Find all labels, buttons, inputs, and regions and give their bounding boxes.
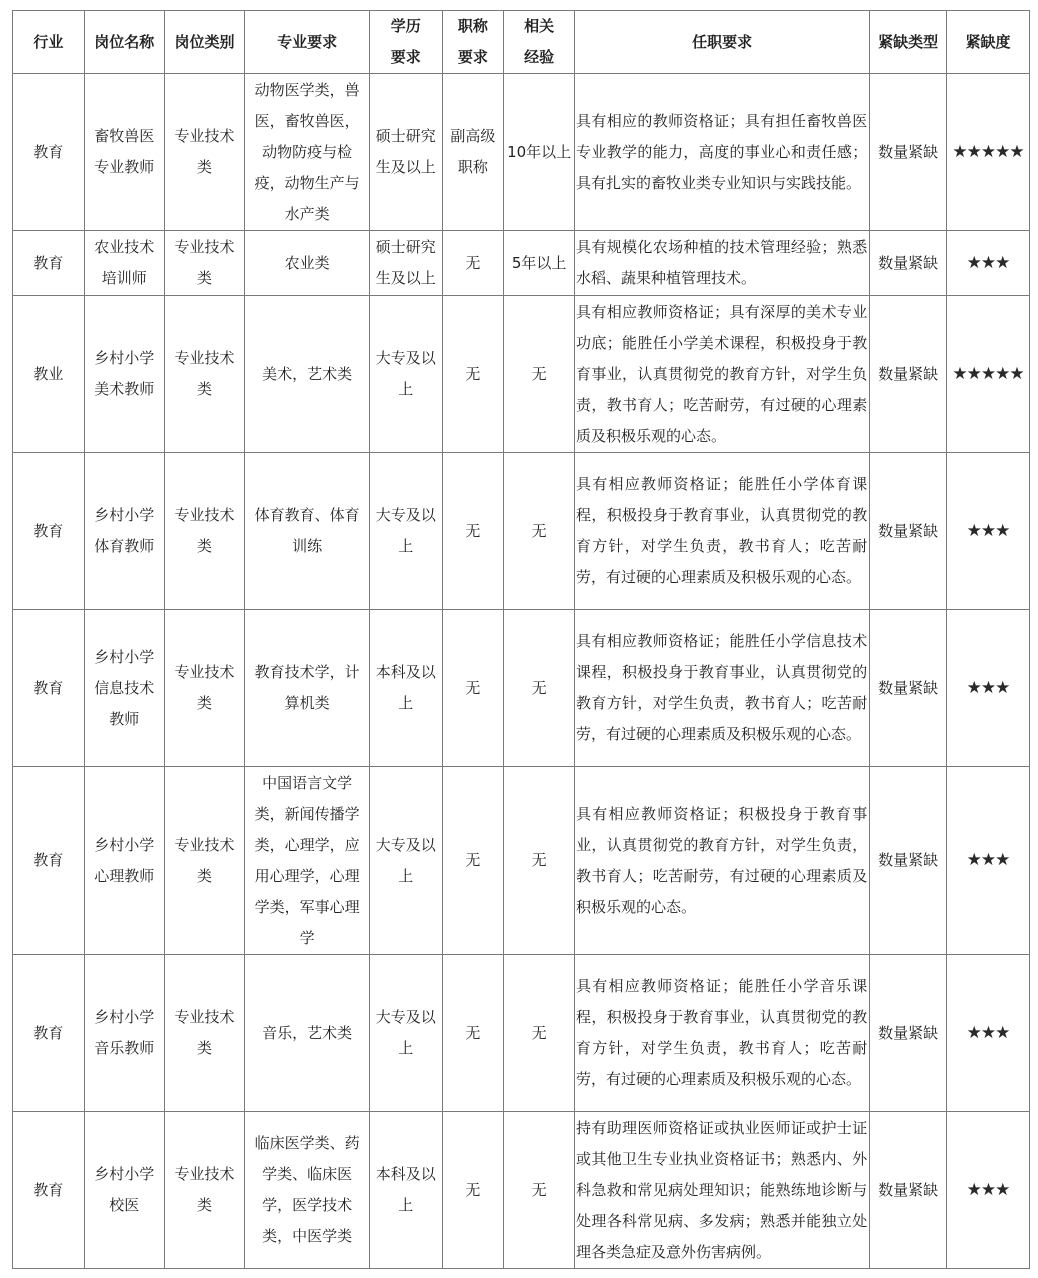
table-header-row	[13, 11, 1030, 74]
cell-shortage-type: 数量紧缺	[870, 767, 947, 955]
cell-education: 大专及以上	[369, 955, 442, 1112]
table-row	[13, 296, 1030, 453]
cell-requirements: 具有相应教师资格证；具有深厚的美术专业功底；能胜任小学美术课程，积极投身于教育事业，认真贯彻党的教育方针，对学生负责，教书育人；吃苦耐劳，有过硬的心理素质及积极乐观的心态。	[575, 296, 870, 453]
cell-position: 乡村小学信息技术教师	[84, 610, 164, 767]
cell-shortage-level: ★★★	[947, 767, 1030, 955]
cell-shortage-level: ★★★	[947, 610, 1030, 767]
header-shortage-type: 紧缺类型	[870, 11, 947, 74]
cell-shortage-type: 数量紧缺	[870, 955, 947, 1112]
cell-category: 专业技术类	[164, 767, 245, 955]
table-row	[13, 1112, 1030, 1269]
cell-industry: 教育	[13, 767, 85, 955]
table-row	[13, 767, 1030, 955]
cell-requirements: 具有规模化农场种植的技术管理经验；熟悉水稻、蔬果种植管理技术。	[575, 231, 870, 296]
table-row	[13, 955, 1030, 1112]
talent-demand-table-container	[12, 10, 1030, 1269]
cell-category: 专业技术类	[164, 453, 245, 610]
cell-position: 农业技术培训师	[84, 231, 164, 296]
cell-requirements: 持有助理医师资格证或执业医师证或护士证或其他卫生专业执业资格证书；熟悉内、外科急救和常见病处理知识；能熟练地诊断与处理各科常见病、多发病；熟悉并能独立处理各类急症及意外伤害病例。	[575, 1112, 870, 1269]
cell-education: 硕士研究生及以上	[369, 231, 442, 296]
header-major: 专业要求	[245, 11, 369, 74]
cell-category: 专业技术类	[164, 1112, 245, 1269]
cell-shortage-type: 数量紧缺	[870, 231, 947, 296]
cell-major: 中国语言文学类，新闻传播学类，心理学，应用心理学，心理学类，军事心理学	[245, 767, 369, 955]
cell-education: 本科及以上	[369, 610, 442, 767]
cell-experience: 5年以上	[504, 231, 575, 296]
cell-experience: 无	[504, 767, 575, 955]
table-row	[13, 231, 1030, 296]
header-education: 学历要求	[369, 11, 442, 74]
cell-shortage-level: ★★★	[947, 453, 1030, 610]
cell-category: 专业技术类	[164, 610, 245, 767]
cell-major: 农业类	[245, 231, 369, 296]
cell-position: 乡村小学校医	[84, 1112, 164, 1269]
cell-position: 乡村小学音乐教师	[84, 955, 164, 1112]
header-experience: 相关经验	[504, 11, 575, 74]
cell-requirements: 具有相应的教师资格证；具有担任畜牧兽医专业教学的能力，高度的事业心和责任感；具有扎实的畜牧业类专业知识与实践技能。	[575, 74, 870, 231]
cell-experience: 无	[504, 296, 575, 453]
cell-requirements: 具有相应教师资格证；积极投身于教育事业，认真贯彻党的教育方针，对学生负责，教书育人；吃苦耐劳，有过硬的心理素质及积极乐观的心态。	[575, 767, 870, 955]
cell-experience: 无	[504, 610, 575, 767]
cell-shortage-type: 数量紧缺	[870, 453, 947, 610]
cell-position: 乡村小学体育教师	[84, 453, 164, 610]
cell-category: 专业技术类	[164, 74, 245, 231]
cell-experience: 10年以上	[504, 74, 575, 231]
cell-position: 乡村小学心理教师	[84, 767, 164, 955]
cell-major: 美术，艺术类	[245, 296, 369, 453]
cell-industry: 教业	[13, 296, 85, 453]
cell-title: 无	[442, 767, 504, 955]
cell-experience: 无	[504, 453, 575, 610]
cell-education: 本科及以上	[369, 1112, 442, 1269]
cell-industry: 教育	[13, 955, 85, 1112]
cell-experience: 无	[504, 1112, 575, 1269]
cell-shortage-type: 数量紧缺	[870, 74, 947, 231]
cell-industry: 教育	[13, 453, 85, 610]
cell-shortage-level: ★★★	[947, 1112, 1030, 1269]
cell-major: 音乐，艺术类	[245, 955, 369, 1112]
cell-shortage-type: 数量紧缺	[870, 610, 947, 767]
cell-shortage-level: ★★★	[947, 955, 1030, 1112]
cell-education: 大专及以上	[369, 453, 442, 610]
cell-title: 无	[442, 955, 504, 1112]
cell-title: 副高级职称	[442, 74, 504, 231]
cell-requirements: 具有相应教师资格证；能胜任小学音乐课程，积极投身于教育事业，认真贯彻党的教育方针，对学生负责，教书育人；吃苦耐劳，有过硬的心理素质及积极乐观的心态。	[575, 955, 870, 1112]
cell-title: 无	[442, 296, 504, 453]
cell-major: 动物医学类，兽医，畜牧兽医，动物防疫与检疫，动物生产与水产类	[245, 74, 369, 231]
cell-shortage-type: 数量紧缺	[870, 296, 947, 453]
talent-demand-table	[12, 10, 1030, 1269]
cell-education: 大专及以上	[369, 296, 442, 453]
cell-title: 无	[442, 610, 504, 767]
cell-shortage-level: ★★★★★	[947, 74, 1030, 231]
cell-major: 体育教育、体育训练	[245, 453, 369, 610]
cell-category: 专业技术类	[164, 955, 245, 1112]
cell-shortage-level: ★★★★★	[947, 296, 1030, 453]
cell-shortage-type: 数量紧缺	[870, 1112, 947, 1269]
table-row	[13, 453, 1030, 610]
cell-position: 乡村小学美术教师	[84, 296, 164, 453]
header-shortage-level: 紧缺度	[947, 11, 1030, 74]
header-title: 职称要求	[442, 11, 504, 74]
cell-industry: 教育	[13, 610, 85, 767]
cell-major: 临床医学类、药学类、临床医学，医学技术类，中医学类	[245, 1112, 369, 1269]
table-row	[13, 610, 1030, 767]
cell-education: 大专及以上	[369, 767, 442, 955]
cell-title: 无	[442, 453, 504, 610]
cell-shortage-level: ★★★	[947, 231, 1030, 296]
cell-education: 硕士研究生及以上	[369, 74, 442, 231]
cell-industry: 教育	[13, 231, 85, 296]
header-category: 岗位类别	[164, 11, 245, 74]
cell-industry: 教育	[13, 74, 85, 231]
header-position: 岗位名称	[84, 11, 164, 74]
cell-title: 无	[442, 1112, 504, 1269]
cell-title: 无	[442, 231, 504, 296]
cell-experience: 无	[504, 955, 575, 1112]
cell-major: 教育技术学，计算机类	[245, 610, 369, 767]
header-industry: 行业	[13, 11, 85, 74]
cell-requirements: 具有相应教师资格证；能胜任小学体育课程，积极投身于教育事业，认真贯彻党的教育方针，对学生负责，教书育人；吃苦耐劳，有过硬的心理素质及积极乐观的心态。	[575, 453, 870, 610]
cell-category: 专业技术类	[164, 231, 245, 296]
cell-category: 专业技术类	[164, 296, 245, 453]
header-requirements: 任职要求	[575, 11, 870, 74]
cell-requirements: 具有相应教师资格证；能胜任小学信息技术课程，积极投身于教育事业，认真贯彻党的教育方针，对学生负责，教书育人；吃苦耐劳，有过硬的心理素质及积极乐观的心态。	[575, 610, 870, 767]
table-row	[13, 74, 1030, 231]
cell-position: 畜牧兽医专业教师	[84, 74, 164, 231]
cell-industry: 教育	[13, 1112, 85, 1269]
